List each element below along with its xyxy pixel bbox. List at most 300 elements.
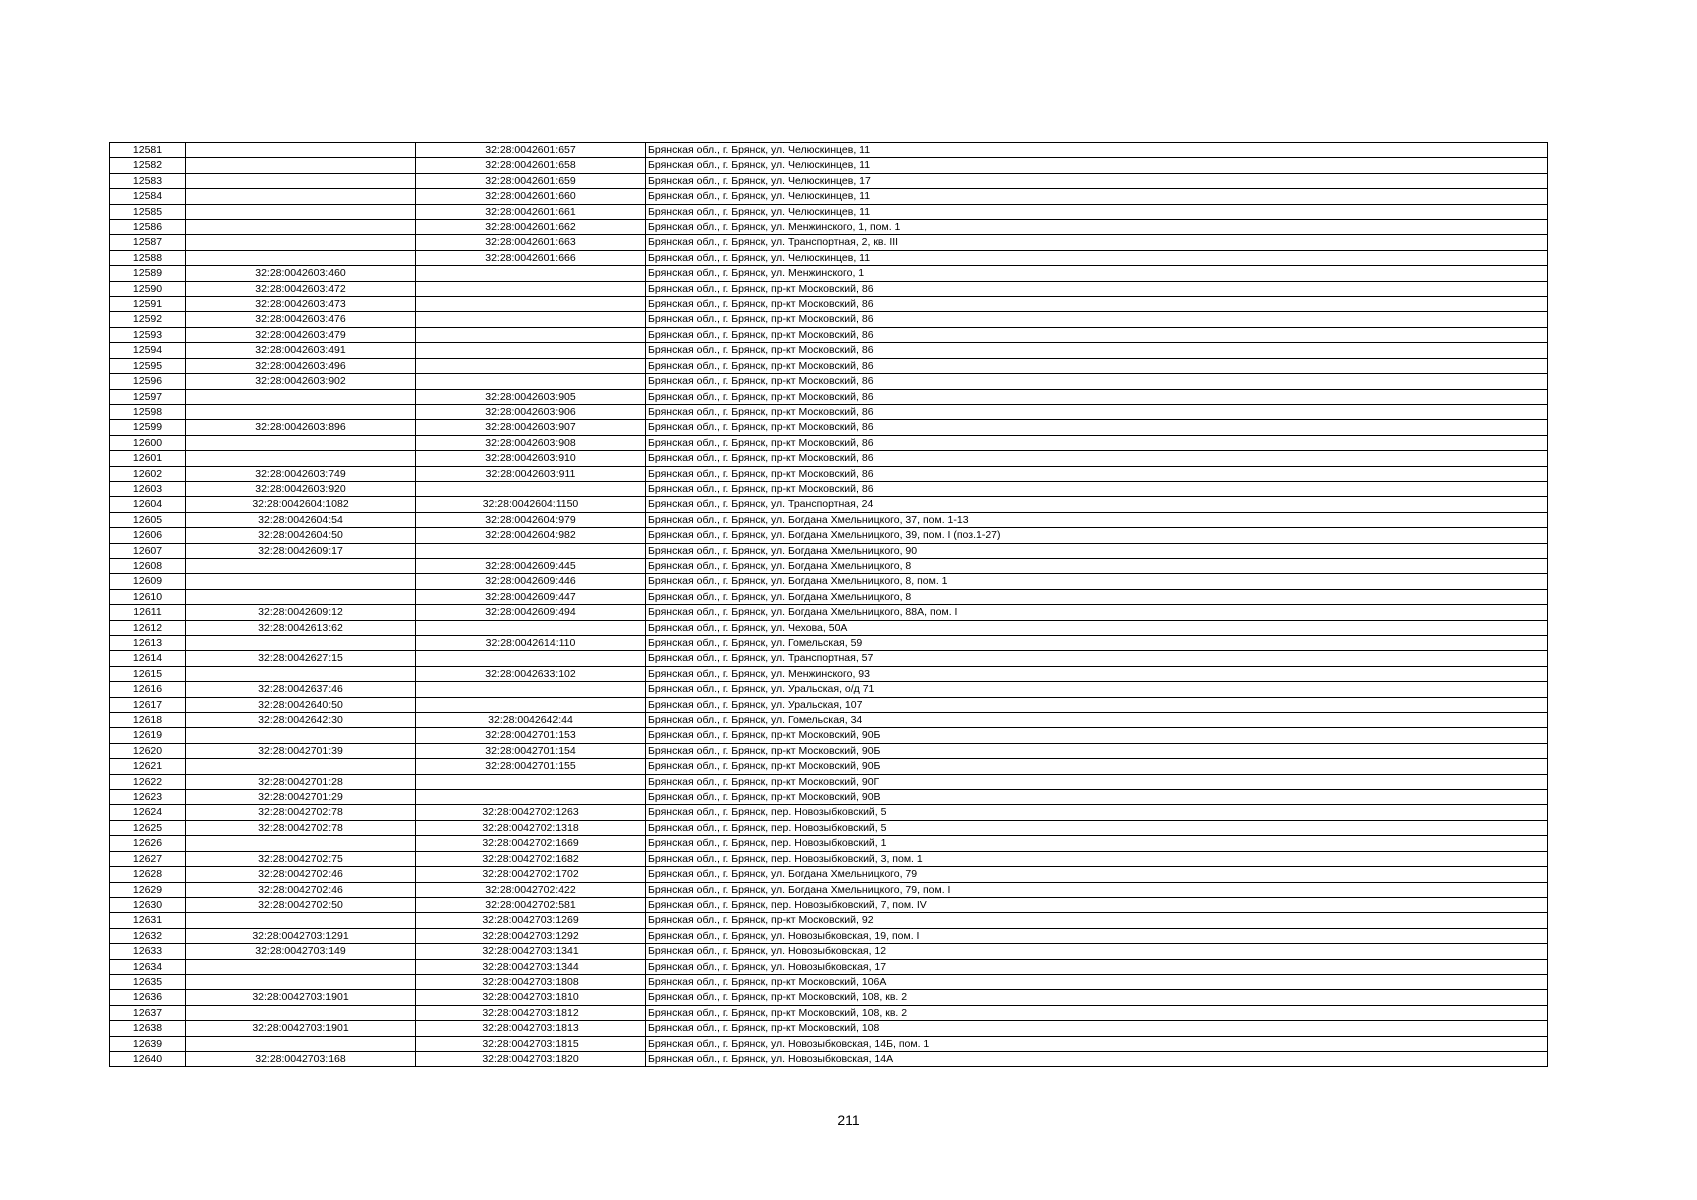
table-row <box>110 574 1548 589</box>
object-cadastral-number-cell <box>416 327 646 342</box>
row-number-cell: 12591 <box>110 297 186 312</box>
table-row <box>110 805 1548 820</box>
table-row <box>110 1005 1548 1020</box>
object-cadastral-number-cell <box>416 266 646 281</box>
row-number-cell: 12635 <box>110 974 186 989</box>
table-row <box>110 250 1548 265</box>
row-number-cell: 12617 <box>110 697 186 712</box>
object-cadastral-number-cell: 32:28:0042702:1669 <box>416 836 646 851</box>
address-cell: Брянская обл., г. Брянск, пр-кт Московский, 86 <box>646 435 1548 450</box>
land-cadastral-number-cell <box>186 589 416 604</box>
table-row <box>110 389 1548 404</box>
table-row <box>110 466 1548 481</box>
land-cadastral-number-cell: 32:28:0042603:749 <box>186 466 416 481</box>
row-number-cell: 12604 <box>110 497 186 512</box>
land-cadastral-number-cell <box>186 1036 416 1051</box>
address-cell: Брянская обл., г. Брянск, ул. Челюскинцев, 11 <box>646 158 1548 173</box>
row-number-cell: 12613 <box>110 636 186 651</box>
address-cell: Брянская обл., г. Брянск, ул. Транспортная, 2, кв. III <box>646 235 1548 250</box>
address-cell: Брянская обл., г. Брянск, ул. Уральская, о/д 71 <box>646 682 1548 697</box>
row-number-cell: 12590 <box>110 281 186 296</box>
land-cadastral-number-cell <box>186 189 416 204</box>
object-cadastral-number-cell: 32:28:0042702:1682 <box>416 851 646 866</box>
table-row <box>110 327 1548 342</box>
object-cadastral-number-cell <box>416 281 646 296</box>
table-row <box>110 451 1548 466</box>
object-cadastral-number-cell <box>416 374 646 389</box>
row-number-cell: 12637 <box>110 1005 186 1020</box>
cadastral-registry-table <box>109 142 1548 1067</box>
table-row <box>110 189 1548 204</box>
address-cell: Брянская обл., г. Брянск, ул. Богдана Хмельницкого, 90 <box>646 543 1548 558</box>
object-cadastral-number-cell: 32:28:0042702:1702 <box>416 867 646 882</box>
land-cadastral-number-cell: 32:28:0042702:78 <box>186 805 416 820</box>
address-cell: Брянская обл., г. Брянск, пр-кт Московский, 86 <box>646 404 1548 419</box>
object-cadastral-number-cell <box>416 620 646 635</box>
land-cadastral-number-cell <box>186 235 416 250</box>
address-cell: Брянская обл., г. Брянск, пр-кт Московский, 86 <box>646 343 1548 358</box>
row-number-cell: 12585 <box>110 204 186 219</box>
row-number-cell: 12632 <box>110 928 186 943</box>
land-cadastral-number-cell: 32:28:0042703:168 <box>186 1051 416 1066</box>
land-cadastral-number-cell: 32:28:0042702:46 <box>186 882 416 897</box>
row-number-cell: 12582 <box>110 158 186 173</box>
table-row <box>110 528 1548 543</box>
object-cadastral-number-cell: 32:28:0042703:1815 <box>416 1036 646 1051</box>
table-row <box>110 728 1548 743</box>
row-number-cell: 12588 <box>110 250 186 265</box>
table-row <box>110 928 1548 943</box>
table-row <box>110 343 1548 358</box>
address-cell: Брянская обл., г. Брянск, пр-кт Московский, 108, кв. 2 <box>646 990 1548 1005</box>
row-number-cell: 12593 <box>110 327 186 342</box>
land-cadastral-number-cell: 32:28:0042627:15 <box>186 651 416 666</box>
address-cell: Брянская обл., г. Брянск, ул. Новозыбковская, 14А <box>646 1051 1548 1066</box>
table-row <box>110 281 1548 296</box>
object-cadastral-number-cell <box>416 682 646 697</box>
table-row <box>110 913 1548 928</box>
row-number-cell: 12584 <box>110 189 186 204</box>
address-cell: Брянская обл., г. Брянск, пр-кт Московский, 92 <box>646 913 1548 928</box>
table-row <box>110 774 1548 789</box>
row-number-cell: 12625 <box>110 820 186 835</box>
row-number-cell: 12587 <box>110 235 186 250</box>
land-cadastral-number-cell: 32:28:0042703:1901 <box>186 1021 416 1036</box>
table-row <box>110 820 1548 835</box>
row-number-cell: 12630 <box>110 897 186 912</box>
address-cell: Брянская обл., г. Брянск, ул. Чехова, 50А <box>646 620 1548 635</box>
row-number-cell: 12622 <box>110 774 186 789</box>
address-cell: Брянская обл., г. Брянск, ул. Челюскинцев, 11 <box>646 143 1548 158</box>
table-row <box>110 497 1548 512</box>
page-number: 211 <box>837 1112 860 1128</box>
table-row <box>110 266 1548 281</box>
address-cell: Брянская обл., г. Брянск, пр-кт Московский, 86 <box>646 312 1548 327</box>
object-cadastral-number-cell <box>416 358 646 373</box>
land-cadastral-number-cell: 32:28:0042701:28 <box>186 774 416 789</box>
address-cell: Брянская обл., г. Брянск, ул. Транспортная, 57 <box>646 651 1548 666</box>
row-number-cell: 12610 <box>110 589 186 604</box>
land-cadastral-number-cell <box>186 636 416 651</box>
row-number-cell: 12629 <box>110 882 186 897</box>
object-cadastral-number-cell <box>416 481 646 496</box>
object-cadastral-number-cell <box>416 651 646 666</box>
address-cell: Брянская обл., г. Брянск, ул. Челюскинцев, 11 <box>646 250 1548 265</box>
land-cadastral-number-cell: 32:28:0042604:54 <box>186 512 416 527</box>
object-cadastral-number-cell: 32:28:0042604:1150 <box>416 497 646 512</box>
address-cell: Брянская обл., г. Брянск, ул. Новозыбковская, 14Б, пом. 1 <box>646 1036 1548 1051</box>
table-row <box>110 420 1548 435</box>
object-cadastral-number-cell: 32:28:0042702:422 <box>416 882 646 897</box>
object-cadastral-number-cell: 32:28:0042703:1292 <box>416 928 646 943</box>
table-row <box>110 1021 1548 1036</box>
object-cadastral-number-cell: 32:28:0042703:1812 <box>416 1005 646 1020</box>
table-row <box>110 404 1548 419</box>
object-cadastral-number-cell: 32:28:0042703:1341 <box>416 944 646 959</box>
land-cadastral-number-cell <box>186 974 416 989</box>
row-number-cell: 12607 <box>110 543 186 558</box>
address-cell: Брянская обл., г. Брянск, пр-кт Московский, 108 <box>646 1021 1548 1036</box>
land-cadastral-number-cell <box>186 389 416 404</box>
address-cell: Брянская обл., г. Брянск, ул. Гомельская, 59 <box>646 636 1548 651</box>
object-cadastral-number-cell: 32:28:0042604:979 <box>416 512 646 527</box>
land-cadastral-number-cell: 32:28:0042613:62 <box>186 620 416 635</box>
address-cell: Брянская обл., г. Брянск, ул. Менжинского, 93 <box>646 666 1548 681</box>
table-row <box>110 143 1548 158</box>
object-cadastral-number-cell <box>416 774 646 789</box>
object-cadastral-number-cell: 32:28:0042609:494 <box>416 605 646 620</box>
land-cadastral-number-cell: 32:28:0042603:496 <box>186 358 416 373</box>
row-number-cell: 12592 <box>110 312 186 327</box>
object-cadastral-number-cell: 32:28:0042601:658 <box>416 158 646 173</box>
row-number-cell: 12627 <box>110 851 186 866</box>
object-cadastral-number-cell: 32:28:0042703:1344 <box>416 959 646 974</box>
address-cell: Брянская обл., г. Брянск, пр-кт Московский, 86 <box>646 327 1548 342</box>
address-cell: Брянская обл., г. Брянск, ул. Челюскинцев, 17 <box>646 173 1548 188</box>
object-cadastral-number-cell: 32:28:0042601:659 <box>416 173 646 188</box>
row-number-cell: 12597 <box>110 389 186 404</box>
address-cell: Брянская обл., г. Брянск, пр-кт Московский, 86 <box>646 420 1548 435</box>
row-number-cell: 12612 <box>110 620 186 635</box>
land-cadastral-number-cell: 32:28:0042609:17 <box>186 543 416 558</box>
table-row <box>110 743 1548 758</box>
table-row <box>110 666 1548 681</box>
row-number-cell: 12599 <box>110 420 186 435</box>
table-row <box>110 851 1548 866</box>
table-row <box>110 990 1548 1005</box>
land-cadastral-number-cell <box>186 143 416 158</box>
table-row <box>110 974 1548 989</box>
land-cadastral-number-cell <box>186 574 416 589</box>
object-cadastral-number-cell: 32:28:0042703:1269 <box>416 913 646 928</box>
land-cadastral-number-cell <box>186 836 416 851</box>
land-cadastral-number-cell <box>186 759 416 774</box>
address-cell: Брянская обл., г. Брянск, пер. Новозыбковский, 3, пом. 1 <box>646 851 1548 866</box>
object-cadastral-number-cell: 32:28:0042601:662 <box>416 220 646 235</box>
row-number-cell: 12619 <box>110 728 186 743</box>
row-number-cell: 12600 <box>110 435 186 450</box>
row-number-cell: 12615 <box>110 666 186 681</box>
land-cadastral-number-cell: 32:28:0042702:75 <box>186 851 416 866</box>
land-cadastral-number-cell: 32:28:0042603:896 <box>186 420 416 435</box>
row-number-cell: 12581 <box>110 143 186 158</box>
address-cell: Брянская обл., г. Брянск, ул. Гомельская, 34 <box>646 713 1548 728</box>
address-cell: Брянская обл., г. Брянск, ул. Богдана Хмельницкого, 79, пом. I <box>646 882 1548 897</box>
table-row <box>110 713 1548 728</box>
table-row <box>110 790 1548 805</box>
table-row <box>110 358 1548 373</box>
row-number-cell: 12623 <box>110 790 186 805</box>
object-cadastral-number-cell: 32:28:0042703:1810 <box>416 990 646 1005</box>
address-cell: Брянская обл., г. Брянск, пр-кт Московский, 90Г <box>646 774 1548 789</box>
row-number-cell: 12598 <box>110 404 186 419</box>
address-cell: Брянская обл., г. Брянск, ул. Менжинского, 1 <box>646 266 1548 281</box>
land-cadastral-number-cell: 32:28:0042701:29 <box>186 790 416 805</box>
table-row <box>110 882 1548 897</box>
table-row <box>110 589 1548 604</box>
row-number-cell: 12624 <box>110 805 186 820</box>
table-row <box>110 297 1548 312</box>
table-row <box>110 543 1548 558</box>
address-cell: Брянская обл., г. Брянск, ул. Богдана Хмельницкого, 8, пом. 1 <box>646 574 1548 589</box>
row-number-cell: 12586 <box>110 220 186 235</box>
address-cell: Брянская обл., г. Брянск, ул. Челюскинцев, 11 <box>646 189 1548 204</box>
object-cadastral-number-cell: 32:28:0042609:446 <box>416 574 646 589</box>
table-row <box>110 682 1548 697</box>
land-cadastral-number-cell <box>186 404 416 419</box>
land-cadastral-number-cell: 32:28:0042603:479 <box>186 327 416 342</box>
land-cadastral-number-cell: 32:28:0042642:30 <box>186 713 416 728</box>
object-cadastral-number-cell: 32:28:0042601:663 <box>416 235 646 250</box>
row-number-cell: 12608 <box>110 558 186 573</box>
table-row <box>110 235 1548 250</box>
land-cadastral-number-cell <box>186 558 416 573</box>
row-number-cell: 12602 <box>110 466 186 481</box>
table-row <box>110 312 1548 327</box>
object-cadastral-number-cell: 32:28:0042633:102 <box>416 666 646 681</box>
land-cadastral-number-cell: 32:28:0042603:491 <box>186 343 416 358</box>
address-cell: Брянская обл., г. Брянск, ул. Челюскинцев, 11 <box>646 204 1548 219</box>
land-cadastral-number-cell: 32:28:0042604:1082 <box>186 497 416 512</box>
land-cadastral-number-cell: 32:28:0042603:902 <box>186 374 416 389</box>
table-row <box>110 558 1548 573</box>
land-cadastral-number-cell: 32:28:0042637:46 <box>186 682 416 697</box>
table-row <box>110 220 1548 235</box>
land-cadastral-number-cell: 32:28:0042702:46 <box>186 867 416 882</box>
row-number-cell: 12583 <box>110 173 186 188</box>
address-cell: Брянская обл., г. Брянск, пр-кт Московский, 86 <box>646 481 1548 496</box>
table-row <box>110 620 1548 635</box>
land-cadastral-number-cell <box>186 451 416 466</box>
land-cadastral-number-cell <box>186 1005 416 1020</box>
table-row <box>110 959 1548 974</box>
row-number-cell: 12639 <box>110 1036 186 1051</box>
row-number-cell: 12589 <box>110 266 186 281</box>
table-row <box>110 697 1548 712</box>
object-cadastral-number-cell: 32:28:0042603:906 <box>416 404 646 419</box>
row-number-cell: 12611 <box>110 605 186 620</box>
table-row <box>110 374 1548 389</box>
address-cell: Брянская обл., г. Брянск, пр-кт Московский, 86 <box>646 451 1548 466</box>
address-cell: Брянская обл., г. Брянск, ул. Богдана Хмельницкого, 37, пом. 1-13 <box>646 512 1548 527</box>
land-cadastral-number-cell <box>186 666 416 681</box>
table-row <box>110 173 1548 188</box>
row-number-cell: 12595 <box>110 358 186 373</box>
land-cadastral-number-cell: 32:28:0042603:476 <box>186 312 416 327</box>
address-cell: Брянская обл., г. Брянск, пер. Новозыбковский, 5 <box>646 805 1548 820</box>
land-cadastral-number-cell <box>186 959 416 974</box>
row-number-cell: 12609 <box>110 574 186 589</box>
row-number-cell: 12614 <box>110 651 186 666</box>
object-cadastral-number-cell: 32:28:0042614:110 <box>416 636 646 651</box>
address-cell: Брянская обл., г. Брянск, ул. Богдана Хмельницкого, 8 <box>646 558 1548 573</box>
address-cell: Брянская обл., г. Брянск, ул. Менжинского, 1, пом. 1 <box>646 220 1548 235</box>
address-cell: Брянская обл., г. Брянск, пер. Новозыбковский, 5 <box>646 820 1548 835</box>
row-number-cell: 12636 <box>110 990 186 1005</box>
row-number-cell: 12633 <box>110 944 186 959</box>
table-row <box>110 867 1548 882</box>
row-number-cell: 12606 <box>110 528 186 543</box>
land-cadastral-number-cell: 32:28:0042703:149 <box>186 944 416 959</box>
row-number-cell: 12640 <box>110 1051 186 1066</box>
address-cell: Брянская обл., г. Брянск, пр-кт Московский, 90Б <box>646 728 1548 743</box>
address-cell: Брянская обл., г. Брянск, ул. Новозыбковская, 19, пом. I <box>646 928 1548 943</box>
address-cell: Брянская обл., г. Брянск, пр-кт Московский, 106А <box>646 974 1548 989</box>
table-row <box>110 836 1548 851</box>
object-cadastral-number-cell <box>416 697 646 712</box>
address-cell: Брянская обл., г. Брянск, ул. Новозыбковская, 17 <box>646 959 1548 974</box>
address-cell: Брянская обл., г. Брянск, пр-кт Московский, 90Б <box>646 759 1548 774</box>
row-number-cell: 12634 <box>110 959 186 974</box>
land-cadastral-number-cell: 32:28:0042702:50 <box>186 897 416 912</box>
table-row <box>110 897 1548 912</box>
address-cell: Брянская обл., г. Брянск, пр-кт Московский, 86 <box>646 281 1548 296</box>
object-cadastral-number-cell <box>416 297 646 312</box>
object-cadastral-number-cell: 32:28:0042603:908 <box>416 435 646 450</box>
row-number-cell: 12620 <box>110 743 186 758</box>
object-cadastral-number-cell: 32:28:0042703:1820 <box>416 1051 646 1066</box>
address-cell: Брянская обл., г. Брянск, пер. Новозыбковский, 7, пом. IV <box>646 897 1548 912</box>
object-cadastral-number-cell: 32:28:0042701:154 <box>416 743 646 758</box>
object-cadastral-number-cell <box>416 343 646 358</box>
address-cell: Брянская обл., г. Брянск, ул. Транспортная, 24 <box>646 497 1548 512</box>
address-cell: Брянская обл., г. Брянск, ул. Новозыбковская, 12 <box>646 944 1548 959</box>
object-cadastral-number-cell: 32:28:0042703:1808 <box>416 974 646 989</box>
land-cadastral-number-cell: 32:28:0042703:1901 <box>186 990 416 1005</box>
address-cell: Брянская обл., г. Брянск, пр-кт Московский, 86 <box>646 389 1548 404</box>
object-cadastral-number-cell: 32:28:0042701:153 <box>416 728 646 743</box>
address-cell: Брянская обл., г. Брянск, ул. Богдана Хмельницкого, 79 <box>646 867 1548 882</box>
object-cadastral-number-cell: 32:28:0042702:581 <box>416 897 646 912</box>
land-cadastral-number-cell <box>186 913 416 928</box>
land-cadastral-number-cell: 32:28:0042603:460 <box>186 266 416 281</box>
row-number-cell: 12628 <box>110 867 186 882</box>
land-cadastral-number-cell: 32:28:0042609:12 <box>186 605 416 620</box>
table-row <box>110 651 1548 666</box>
object-cadastral-number-cell: 32:28:0042604:982 <box>416 528 646 543</box>
land-cadastral-number-cell: 32:28:0042703:1291 <box>186 928 416 943</box>
object-cadastral-number-cell <box>416 543 646 558</box>
object-cadastral-number-cell: 32:28:0042603:910 <box>416 451 646 466</box>
address-cell: Брянская обл., г. Брянск, пр-кт Московский, 90Б <box>646 743 1548 758</box>
land-cadastral-number-cell <box>186 250 416 265</box>
address-cell: Брянская обл., г. Брянск, пр-кт Московский, 86 <box>646 466 1548 481</box>
object-cadastral-number-cell: 32:28:0042601:660 <box>416 189 646 204</box>
registry-table-body <box>110 143 1548 1067</box>
row-number-cell: 12596 <box>110 374 186 389</box>
table-row <box>110 759 1548 774</box>
table-row <box>110 944 1548 959</box>
land-cadastral-number-cell: 32:28:0042603:473 <box>186 297 416 312</box>
object-cadastral-number-cell: 32:28:0042702:1318 <box>416 820 646 835</box>
row-number-cell: 12638 <box>110 1021 186 1036</box>
land-cadastral-number-cell <box>186 435 416 450</box>
table-row <box>110 481 1548 496</box>
object-cadastral-number-cell: 32:28:0042702:1263 <box>416 805 646 820</box>
land-cadastral-number-cell: 32:28:0042603:472 <box>186 281 416 296</box>
address-cell: Брянская обл., г. Брянск, пер. Новозыбковский, 1 <box>646 836 1548 851</box>
object-cadastral-number-cell: 32:28:0042609:445 <box>416 558 646 573</box>
table-row <box>110 435 1548 450</box>
table-row <box>110 512 1548 527</box>
object-cadastral-number-cell: 32:28:0042601:661 <box>416 204 646 219</box>
object-cadastral-number-cell <box>416 790 646 805</box>
object-cadastral-number-cell: 32:28:0042701:155 <box>416 759 646 774</box>
land-cadastral-number-cell: 32:28:0042604:50 <box>186 528 416 543</box>
land-cadastral-number-cell: 32:28:0042702:78 <box>186 820 416 835</box>
row-number-cell: 12603 <box>110 481 186 496</box>
row-number-cell: 12605 <box>110 512 186 527</box>
object-cadastral-number-cell: 32:28:0042642:44 <box>416 713 646 728</box>
table-row <box>110 605 1548 620</box>
address-cell: Брянская обл., г. Брянск, ул. Богдана Хмельницкого, 88А, пом. I <box>646 605 1548 620</box>
row-number-cell: 12631 <box>110 913 186 928</box>
address-cell: Брянская обл., г. Брянск, ул. Богдана Хмельницкого, 8 <box>646 589 1548 604</box>
table-row <box>110 636 1548 651</box>
land-cadastral-number-cell <box>186 158 416 173</box>
table-row <box>110 204 1548 219</box>
land-cadastral-number-cell <box>186 728 416 743</box>
object-cadastral-number-cell <box>416 312 646 327</box>
address-cell: Брянская обл., г. Брянск, пр-кт Московский, 86 <box>646 374 1548 389</box>
object-cadastral-number-cell: 32:28:0042603:907 <box>416 420 646 435</box>
object-cadastral-number-cell: 32:28:0042601:657 <box>416 143 646 158</box>
address-cell: Брянская обл., г. Брянск, ул. Богдана Хмельницкого, 39, пом. I (поз.1-27) <box>646 528 1548 543</box>
address-cell: Брянская обл., г. Брянск, пр-кт Московский, 86 <box>646 358 1548 373</box>
row-number-cell: 12616 <box>110 682 186 697</box>
object-cadastral-number-cell: 32:28:0042601:666 <box>416 250 646 265</box>
address-cell: Брянская обл., г. Брянск, пр-кт Московский, 108, кв. 2 <box>646 1005 1548 1020</box>
row-number-cell: 12626 <box>110 836 186 851</box>
table-row <box>110 1036 1548 1051</box>
land-cadastral-number-cell: 32:28:0042640:50 <box>186 697 416 712</box>
table-row <box>110 1051 1548 1066</box>
object-cadastral-number-cell: 32:28:0042609:447 <box>416 589 646 604</box>
object-cadastral-number-cell: 32:28:0042703:1813 <box>416 1021 646 1036</box>
land-cadastral-number-cell <box>186 204 416 219</box>
row-number-cell: 12618 <box>110 713 186 728</box>
address-cell: Брянская обл., г. Брянск, пр-кт Московский, 90В <box>646 790 1548 805</box>
address-cell: Брянская обл., г. Брянск, пр-кт Московский, 86 <box>646 297 1548 312</box>
address-cell: Брянская обл., г. Брянск, ул. Уральская, 107 <box>646 697 1548 712</box>
land-cadastral-number-cell: 32:28:0042701:39 <box>186 743 416 758</box>
object-cadastral-number-cell: 32:28:0042603:911 <box>416 466 646 481</box>
land-cadastral-number-cell: 32:28:0042603:920 <box>186 481 416 496</box>
row-number-cell: 12621 <box>110 759 186 774</box>
land-cadastral-number-cell <box>186 173 416 188</box>
row-number-cell: 12594 <box>110 343 186 358</box>
table-row <box>110 158 1548 173</box>
